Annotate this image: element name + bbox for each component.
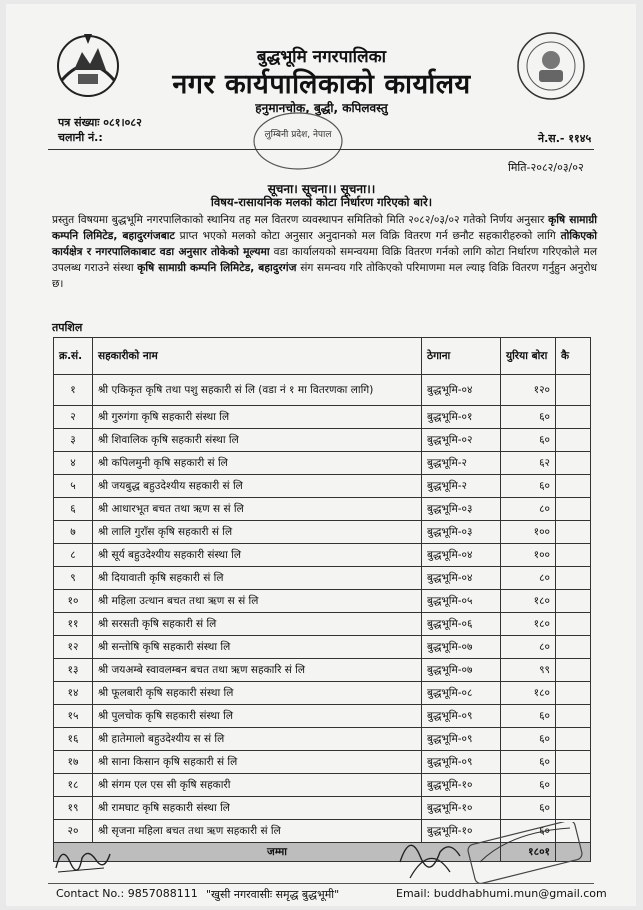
cell-remarks xyxy=(556,636,591,659)
footer-divider xyxy=(48,883,594,884)
office-stamp-round xyxy=(248,110,348,172)
table-row xyxy=(54,797,591,820)
cell-remarks xyxy=(556,590,591,613)
cell-address: बुद्धभूमि-०६ xyxy=(422,613,501,636)
cell-coop-name: श्री गुरुगंगा कृषि सहकारी संस्था लि xyxy=(93,406,422,429)
contact-email: Email: buddhabhumi.mun@gmail.com xyxy=(396,887,607,900)
contact-number: Contact No.: 9857088111 xyxy=(56,887,198,900)
cell-address: बुद्धभूमि-०८ xyxy=(422,682,501,705)
cell-address: बुद्धभूमि-१० xyxy=(422,797,501,820)
col-header-address: ठेगाना xyxy=(422,338,501,375)
cell-remarks xyxy=(556,751,591,774)
dispatch-number: चलानी नं.: xyxy=(58,131,103,144)
officer-signature-stamp xyxy=(390,822,590,886)
cell-sn: ३ xyxy=(54,429,93,452)
table-row xyxy=(54,567,591,590)
cell-coop-name: श्री सृजना महिला बचत तथा ऋण सहकारी सं लि xyxy=(93,820,422,843)
cell-sn: १३ xyxy=(54,659,93,682)
table-row xyxy=(54,590,591,613)
cell-urea-bags: १०० xyxy=(501,521,556,544)
cell-coop-name: श्री सूर्य बहुउदेश्यीय सहकारी संस्था लि xyxy=(93,544,422,567)
cell-urea-bags: ६० xyxy=(501,751,556,774)
table-row xyxy=(54,406,591,429)
col-header-sn: क्र.सं. xyxy=(54,338,93,375)
cell-urea-bags: ६० xyxy=(501,429,556,452)
table-row xyxy=(54,452,591,475)
office-name: नगर कार्यपालिकाको कार्यालय xyxy=(172,69,471,100)
cell-coop-name: श्री पुलचोक कृषि सहकारी संस्था लि xyxy=(93,705,422,728)
cell-coop-name: श्री सरसती कृषि सहकारी सं लि xyxy=(93,613,422,636)
cell-urea-bags: ६० xyxy=(501,728,556,751)
quota-table xyxy=(53,337,591,862)
cell-urea-bags: ८० xyxy=(501,567,556,590)
table-row xyxy=(54,705,591,728)
cell-sn: ५ xyxy=(54,475,93,498)
cell-remarks xyxy=(556,728,591,751)
para-bold-2: तोकिएको कार्यक्षेत्र र नगरपालिकाबाट वडा अनुसार तोकेको मूल्यमा xyxy=(52,230,598,258)
cell-coop-name: श्री एकिकृत कृषि तथा पशु सहकारी सं लि (वडा नं १ मा वितरणका लागि) xyxy=(93,375,422,406)
cell-address: बुद्धभूमि-१० xyxy=(422,774,501,797)
cell-coop-name: श्री रामघाट कृषि सहकारी संस्था लि xyxy=(93,797,422,820)
cell-sn: १ xyxy=(54,375,93,406)
table-header-row xyxy=(54,338,591,375)
cell-urea-bags: ६२ xyxy=(501,452,556,475)
cell-remarks xyxy=(556,682,591,705)
cell-coop-name: श्री जयअम्बे स्वावलम्बन बचत तथा ऋण सहकारि सं लि xyxy=(93,659,422,682)
cell-remarks xyxy=(556,774,591,797)
cell-remarks xyxy=(556,452,591,475)
cell-sn: ७ xyxy=(54,521,93,544)
cell-coop-name: श्री संगम एल एस सी कृषि सहकारी xyxy=(93,774,422,797)
cell-sn: १६ xyxy=(54,728,93,751)
cell-urea-bags: १८० xyxy=(501,590,556,613)
cell-sn: ९ xyxy=(54,567,93,590)
cell-remarks xyxy=(556,429,591,452)
cell-remarks xyxy=(556,567,591,590)
letter-number: पत्र संख्याः ०८१।०८२ xyxy=(58,116,142,129)
cell-address: बुद्धभूमि-२ xyxy=(422,452,501,475)
table-row xyxy=(54,475,591,498)
cell-urea-bags: ६० xyxy=(501,705,556,728)
cell-urea-bags: ६० xyxy=(501,797,556,820)
table-row xyxy=(54,751,591,774)
cell-coop-name: श्री साना किसान कृषि सहकारी सं लि xyxy=(93,751,422,774)
cell-urea-bags: १८० xyxy=(501,613,556,636)
cell-remarks xyxy=(556,797,591,820)
cell-coop-name: श्री लालि गुराँस कृषि सहकारी सं लि xyxy=(93,521,422,544)
cell-address: बुद्धभूमि-०४ xyxy=(422,544,501,567)
cell-sn: १४ xyxy=(54,682,93,705)
cell-coop-name: श्री महिला उत्थान बचत तथा ऋण स सं लि xyxy=(93,590,422,613)
footer-slogan: "खुसी नगरवासीः समृद्ध बुद्धभूमी" xyxy=(206,888,340,901)
cell-sn: १८ xyxy=(54,774,93,797)
table-row xyxy=(54,682,591,705)
table-row xyxy=(54,774,591,797)
cell-coop-name: श्री शिवालिक कृषि सहकारी संस्था लि xyxy=(93,429,422,452)
cell-coop-name: श्री हातेमालो बहुउदेश्यीय स सं लि xyxy=(93,728,422,751)
cell-sn: ६ xyxy=(54,498,93,521)
cell-sn: १५ xyxy=(54,705,93,728)
table-row xyxy=(54,521,591,544)
total-label: जम्मा xyxy=(54,843,501,862)
cell-remarks xyxy=(556,475,591,498)
col-header-remarks: कै xyxy=(556,338,591,375)
cell-urea-bags: ६० xyxy=(501,475,556,498)
cell-address: बुद्धभूमि-०१ xyxy=(422,406,501,429)
para-text-4: संग समन्वय गरि तोकिएको परिमाणमा मल ल्याइ विक्रि वितरण गर्नुहुन अनुरोध छ। xyxy=(52,262,597,290)
cell-sn: १७ xyxy=(54,751,93,774)
cell-coop-name: श्री सन्तोषि कृषि सहकारी संस्था लि xyxy=(93,636,422,659)
cell-sn: १२ xyxy=(54,636,93,659)
cell-remarks xyxy=(556,544,591,567)
cell-sn: २० xyxy=(54,820,93,843)
cell-sn: १९ xyxy=(54,797,93,820)
letter-date: मिति-२०८२/०३/०२ xyxy=(508,161,584,174)
notice-paragraph xyxy=(52,212,597,292)
cell-address: बुद्धभूमि-०२ xyxy=(422,429,501,452)
cell-address: बुद्धभूमि-०५ xyxy=(422,590,501,613)
cell-urea-bags: १२० xyxy=(501,375,556,406)
cell-address: बुद्धभूमि-०४ xyxy=(422,567,501,590)
cell-urea-bags: ८० xyxy=(501,636,556,659)
cell-sn: १० xyxy=(54,590,93,613)
notice-title: सूचना। सूचना।। सूचना।। xyxy=(267,182,376,196)
cell-coop-name: श्री जयबुद्ध बहुउदेश्यीय सहकारी सं लि xyxy=(93,475,422,498)
table-row xyxy=(54,498,591,521)
registration-number: ने.स.- ११४५ xyxy=(538,132,592,145)
details-label: तपशिल xyxy=(52,321,83,334)
cell-coop-name: श्री फूलबारी कृषि सहकारी संस्था लि xyxy=(93,682,422,705)
cell-urea-bags: ८० xyxy=(501,498,556,521)
cell-remarks xyxy=(556,705,591,728)
col-header-name: सहकारीको नाम xyxy=(93,338,422,375)
cell-remarks xyxy=(556,659,591,682)
table-row xyxy=(54,544,591,567)
cell-sn: ८ xyxy=(54,544,93,567)
cell-address: बुद्धभूमि-१० xyxy=(422,820,501,843)
province-text: लुम्बिनी प्रदेश, नेपाल xyxy=(264,130,332,140)
table-row xyxy=(54,429,591,452)
cell-urea-bags: १८० xyxy=(501,682,556,705)
cell-address: बुद्धभूमि-०९ xyxy=(422,728,501,751)
para-text-1: प्रस्तुत विषयमा बुद्धभूमि नगरपालिकाको स्थानिय तह मल वितरण व्यवस्थापन समितिको मिति २०८२/०३/०२ गतेको निर्णय अनुसार xyxy=(52,214,549,226)
municipality-name: बुद्धभूमि नगरपालिका xyxy=(256,47,387,67)
cell-address: बुद्धभूमि-०३ xyxy=(422,498,501,521)
notice-subject: विषय-रासायनिक मलको कोटा निर्धारण गरिएको बारे। xyxy=(210,195,433,209)
cell-coop-name: श्री आधारभूत बचत तथा ऋण स सं लि xyxy=(93,498,422,521)
left-signature xyxy=(52,838,112,876)
cell-address: बुद्धभूमि-०९ xyxy=(422,705,501,728)
table-row xyxy=(54,613,591,636)
cell-address: बुद्धभूमि-०९ xyxy=(422,751,501,774)
table-row xyxy=(54,375,591,406)
cell-address: बुद्धभूमि-२ xyxy=(422,475,501,498)
cell-address: बुद्धभूमि-०३ xyxy=(422,521,501,544)
para-bold-1: कृषि सामाग्री कम्पनि लिमिटेड, बहादुरगंजबाट xyxy=(52,214,597,242)
cell-remarks xyxy=(556,521,591,544)
cell-coop-name: श्री कपिलमुनी कृषि सहकारी सं लि xyxy=(93,452,422,475)
header-divider xyxy=(48,149,594,150)
cell-sn: ४ xyxy=(54,452,93,475)
cell-urea-bags: ९९ xyxy=(501,659,556,682)
cell-coop-name: श्री दियावाती कृषि सहकारी सं लि xyxy=(93,567,422,590)
office-address: हनुमानचोक, बुद्धी, कपिलवस्तु xyxy=(255,101,388,115)
para-bold-3: कृषि सामाग्री कम्पनि लिमिटेड, बहादुरगंज xyxy=(137,262,297,274)
cell-urea-bags: ६० xyxy=(501,406,556,429)
cell-address: बुद्धभूमि-०७ xyxy=(422,659,501,682)
cell-sn: ११ xyxy=(54,613,93,636)
para-text-3: वडा कार्यालयको समन्वयमा विक्रि वितरण गर्नको लागि कोटा निर्धारण गरिएकोले मल उपलब्ध गराउने संस्था xyxy=(52,246,598,274)
cell-address: बुद्धभूमि-०४ xyxy=(422,375,501,406)
cell-remarks xyxy=(556,406,591,429)
cell-remarks xyxy=(556,613,591,636)
cell-remarks xyxy=(556,498,591,521)
cell-remarks xyxy=(556,375,591,406)
table-row xyxy=(54,728,591,751)
cell-urea-bags: ६० xyxy=(501,820,556,843)
cell-urea-bags: १०० xyxy=(501,544,556,567)
cell-sn: २ xyxy=(54,406,93,429)
col-header-urea: युरिया बोरा xyxy=(501,338,556,375)
table-row xyxy=(54,636,591,659)
total-value: १८०१ xyxy=(501,843,556,862)
cell-urea-bags: ६० xyxy=(501,774,556,797)
table-row xyxy=(54,659,591,682)
cell-address: बुद्धभूमि-०७ xyxy=(422,636,501,659)
para-text-2: प्राप्त भएको मलको कोटा अनुसार अनुदानको मल विक्रि वितरण गर्न छनौट सहकारीहरुको लागि xyxy=(174,230,561,242)
